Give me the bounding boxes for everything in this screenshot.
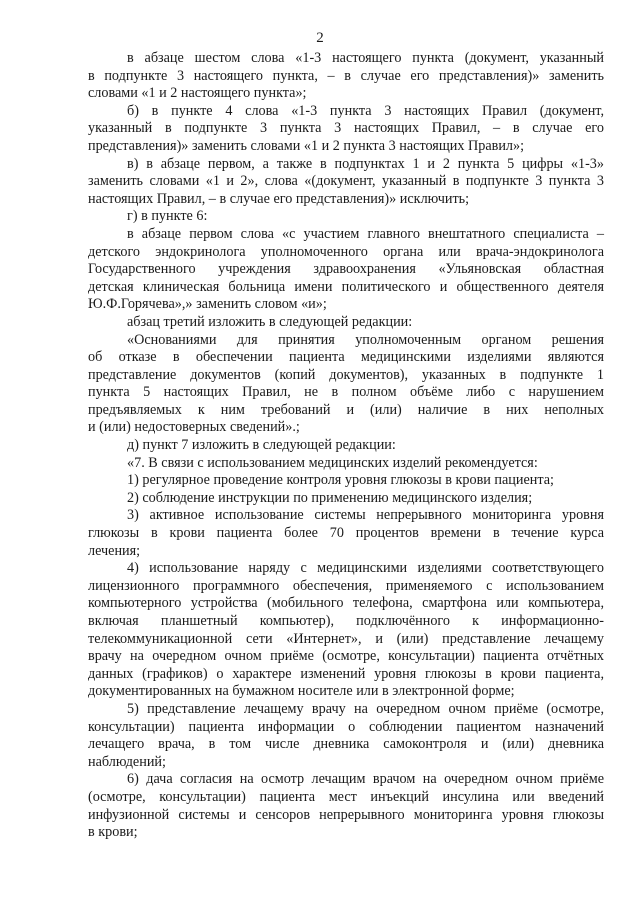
text-line: настоящих Правил, – в случае его представления)» исключить; [88, 190, 470, 207]
text-line: «Основаниями для принятия уполномоченным органом решения [127, 331, 604, 348]
text-line: предъявляемых к ним требований и (или) наличие в них неполных [88, 401, 604, 418]
text-line: в крови; [88, 824, 138, 841]
text-line: глюкозы в крови пациента более 70 процентов времени в течение курса [88, 525, 604, 542]
text-line: представление документов (копий документов), указанных в подпункте 1 [88, 366, 604, 383]
text-line: лечащего врача, в том числе дневника самоконтроля и (или) дневника [88, 736, 604, 753]
text-line: заменить словами «1 и 2», слова «(документ, указанный в подпункте 3 пункта 3 [88, 173, 604, 190]
text-line: и (или) недостоверных сведений».; [88, 419, 300, 436]
text-line: абзац третий изложить в следующей редакции: [127, 313, 413, 330]
text-line: компьютерного устройства (мобильного телефона, смартфона или компьютера, [88, 595, 604, 612]
text-line: в абзаце шестом слова «1-3 настоящего пункта (документ, указанный [127, 50, 604, 66]
text-line: словами «1 и 2 настоящего пункта»; [88, 85, 307, 102]
text-line: 1) регулярное проведение контроля уровня глюкозы в крови пациента; [127, 472, 554, 489]
text-line: «7. В связи с использованием медицинских изделий рекомендуется: [127, 454, 538, 471]
text-line: наблюдений; [88, 753, 166, 770]
page-number: 2 [316, 30, 324, 46]
document-body [88, 50, 604, 842]
text-line: Ю.Ф.Горячева»,» заменить словом «и»; [88, 296, 327, 313]
text-line: 5) представление лечащему врачу на очередном очном приёме (осмотре, [127, 700, 604, 717]
text-line: в) в абзаце первом, а также в подпунктах 1 и 2 пункта 5 цифры «1-3» [127, 155, 604, 172]
text-line: г) в пункте 6: [127, 208, 208, 225]
text-line: в подпункте 3 настоящего пункта, – в случае его представления)» заменить [88, 67, 604, 84]
text-line: пункта 5 настоящих Правил, не в полном объёме либо с нарушением [88, 384, 604, 401]
text-line: документированных на бумажном носителе или в электронной форме; [88, 683, 515, 700]
text-line: 6) дача согласия на осмотр лечащим врачом на очередном очном приёме [127, 771, 604, 788]
text-line: детского эндокринолога уполномоченного органа или врача-эндокринолога [88, 243, 604, 260]
text-line: лицензионного программного обеспечения, применяемого с использованием [88, 577, 604, 594]
text-line: данных (графиков) о характере изменений уровня глюкозы в крови пациента, [88, 665, 604, 682]
text-line: 3) активное использование системы непрерывного мониторинга уровня [127, 507, 604, 524]
text-line: указанный в подпункте 3 пункта 3 настоящих Правил, – в случае его [88, 120, 604, 137]
text-line: Государственного учреждения здравоохранения «Ульяновская областная [88, 261, 604, 278]
text-line: телекоммуникационной сети «Интернет», и (или) представление лечащему [88, 630, 604, 647]
text-line: 4) использование наряду с медицинскими изделиями соответствующего [127, 560, 604, 577]
text-line: 2) соблюдение инструкции по применению медицинского изделия; [127, 489, 533, 506]
text-line: включая планшетный компьютер), подключённого к информационно- [88, 613, 604, 629]
text-line: б) в пункте 4 слова «1-3 пункта 3 настоящих Правил (документ, [127, 102, 604, 119]
text-line: врачу на очередном очном приёме (осмотре, консультации) пациента отчётных [88, 648, 604, 665]
text-line: лечения; [88, 542, 141, 559]
text-line: д) пункт 7 изложить в следующей редакции: [127, 437, 396, 454]
text-line: об отказе в обеспечении пациента медицинскими изделиями являются [88, 349, 604, 366]
text-line: (осмотре, консультации) пациента мест инъекций инсулина или введений [88, 788, 604, 805]
text-line: консультации) пациента информации о соблюдении пациентом назначений [88, 718, 604, 735]
text-line: инфузионной системы и сенсоров непрерывного мониторинга уровня глюкозы [88, 806, 604, 823]
text-line: в абзаце первом слова «с участием главного внештатного специалиста – [127, 225, 604, 242]
text-line: детская клиническая больница имени политического и общественного деятеля [88, 278, 604, 295]
text-line: представления)» заменить словами «1 и 2 пункта 3 настоящих Правил»; [88, 137, 525, 154]
